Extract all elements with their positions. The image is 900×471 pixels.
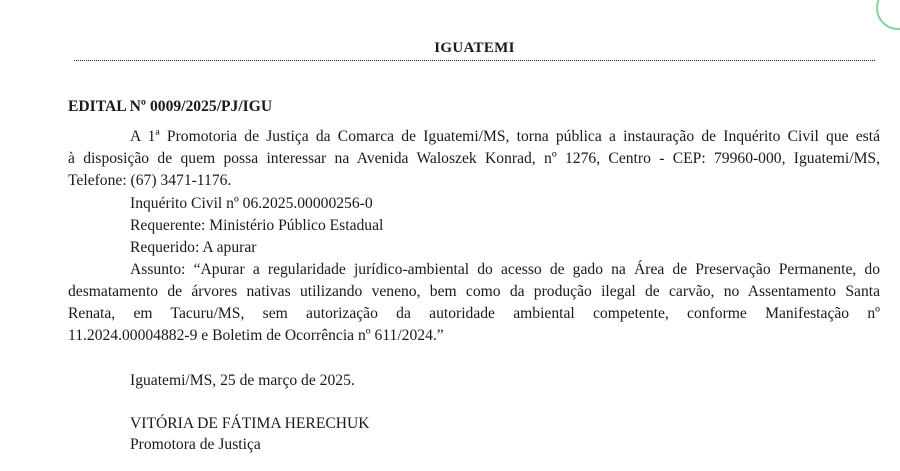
assunto-line-4: 11.2024.00004882-9 e Boletim de Ocorrência nº 611/2024.”: [68, 327, 444, 344]
date-line: Iguatemi/MS, 25 de março de 2025.: [130, 372, 355, 389]
paragraph-line-2: à disposição de quem possa interessar na Avenida Waloszek Konrad, nº 1276, Centro - CEP: 79960-000, Iguatemi/MS,: [68, 150, 880, 167]
page-header-city: IGUATEMI: [434, 40, 515, 56]
paragraph-line-3: Telefone: (67) 3471-1176.: [68, 172, 232, 189]
requerido-line: Requerido: A apurar: [130, 239, 257, 256]
assunto-line-3: Renata, em Tacuru/MS, sem autorização da autoridade ambiental competente, conforme Manifestação nº: [68, 305, 880, 322]
edital-title: EDITAL Nº 0009/2025/PJ/IGU: [68, 98, 273, 115]
assunto-line-2: desmatamento de árvores nativas utilizando veneno, bem como da produção ilegal de carvão, no Assentamento Santa: [68, 283, 880, 300]
signer-role: Promotora de Justiça: [130, 436, 261, 453]
inquerito-line: Inquérito Civil nº 06.2025.00000256-0: [130, 195, 373, 212]
paragraph-line-1: A 1ª Promotoria de Justiça da Comarca de Iguatemi/MS, torna pública a instauração de Inquérito Civil que está: [130, 128, 880, 145]
header-divider: [74, 60, 875, 61]
assunto-line-1: Assunto: “Apurar a regularidade jurídico-ambiental do acesso de gado na Área de Preservação Permanente, do: [130, 261, 880, 278]
corner-badge: [876, 0, 900, 30]
requerente-line: Requerente: Ministério Público Estadual: [130, 217, 384, 234]
signer-name: VITÓRIA DE FÁTIMA HERECHUK: [130, 415, 370, 432]
